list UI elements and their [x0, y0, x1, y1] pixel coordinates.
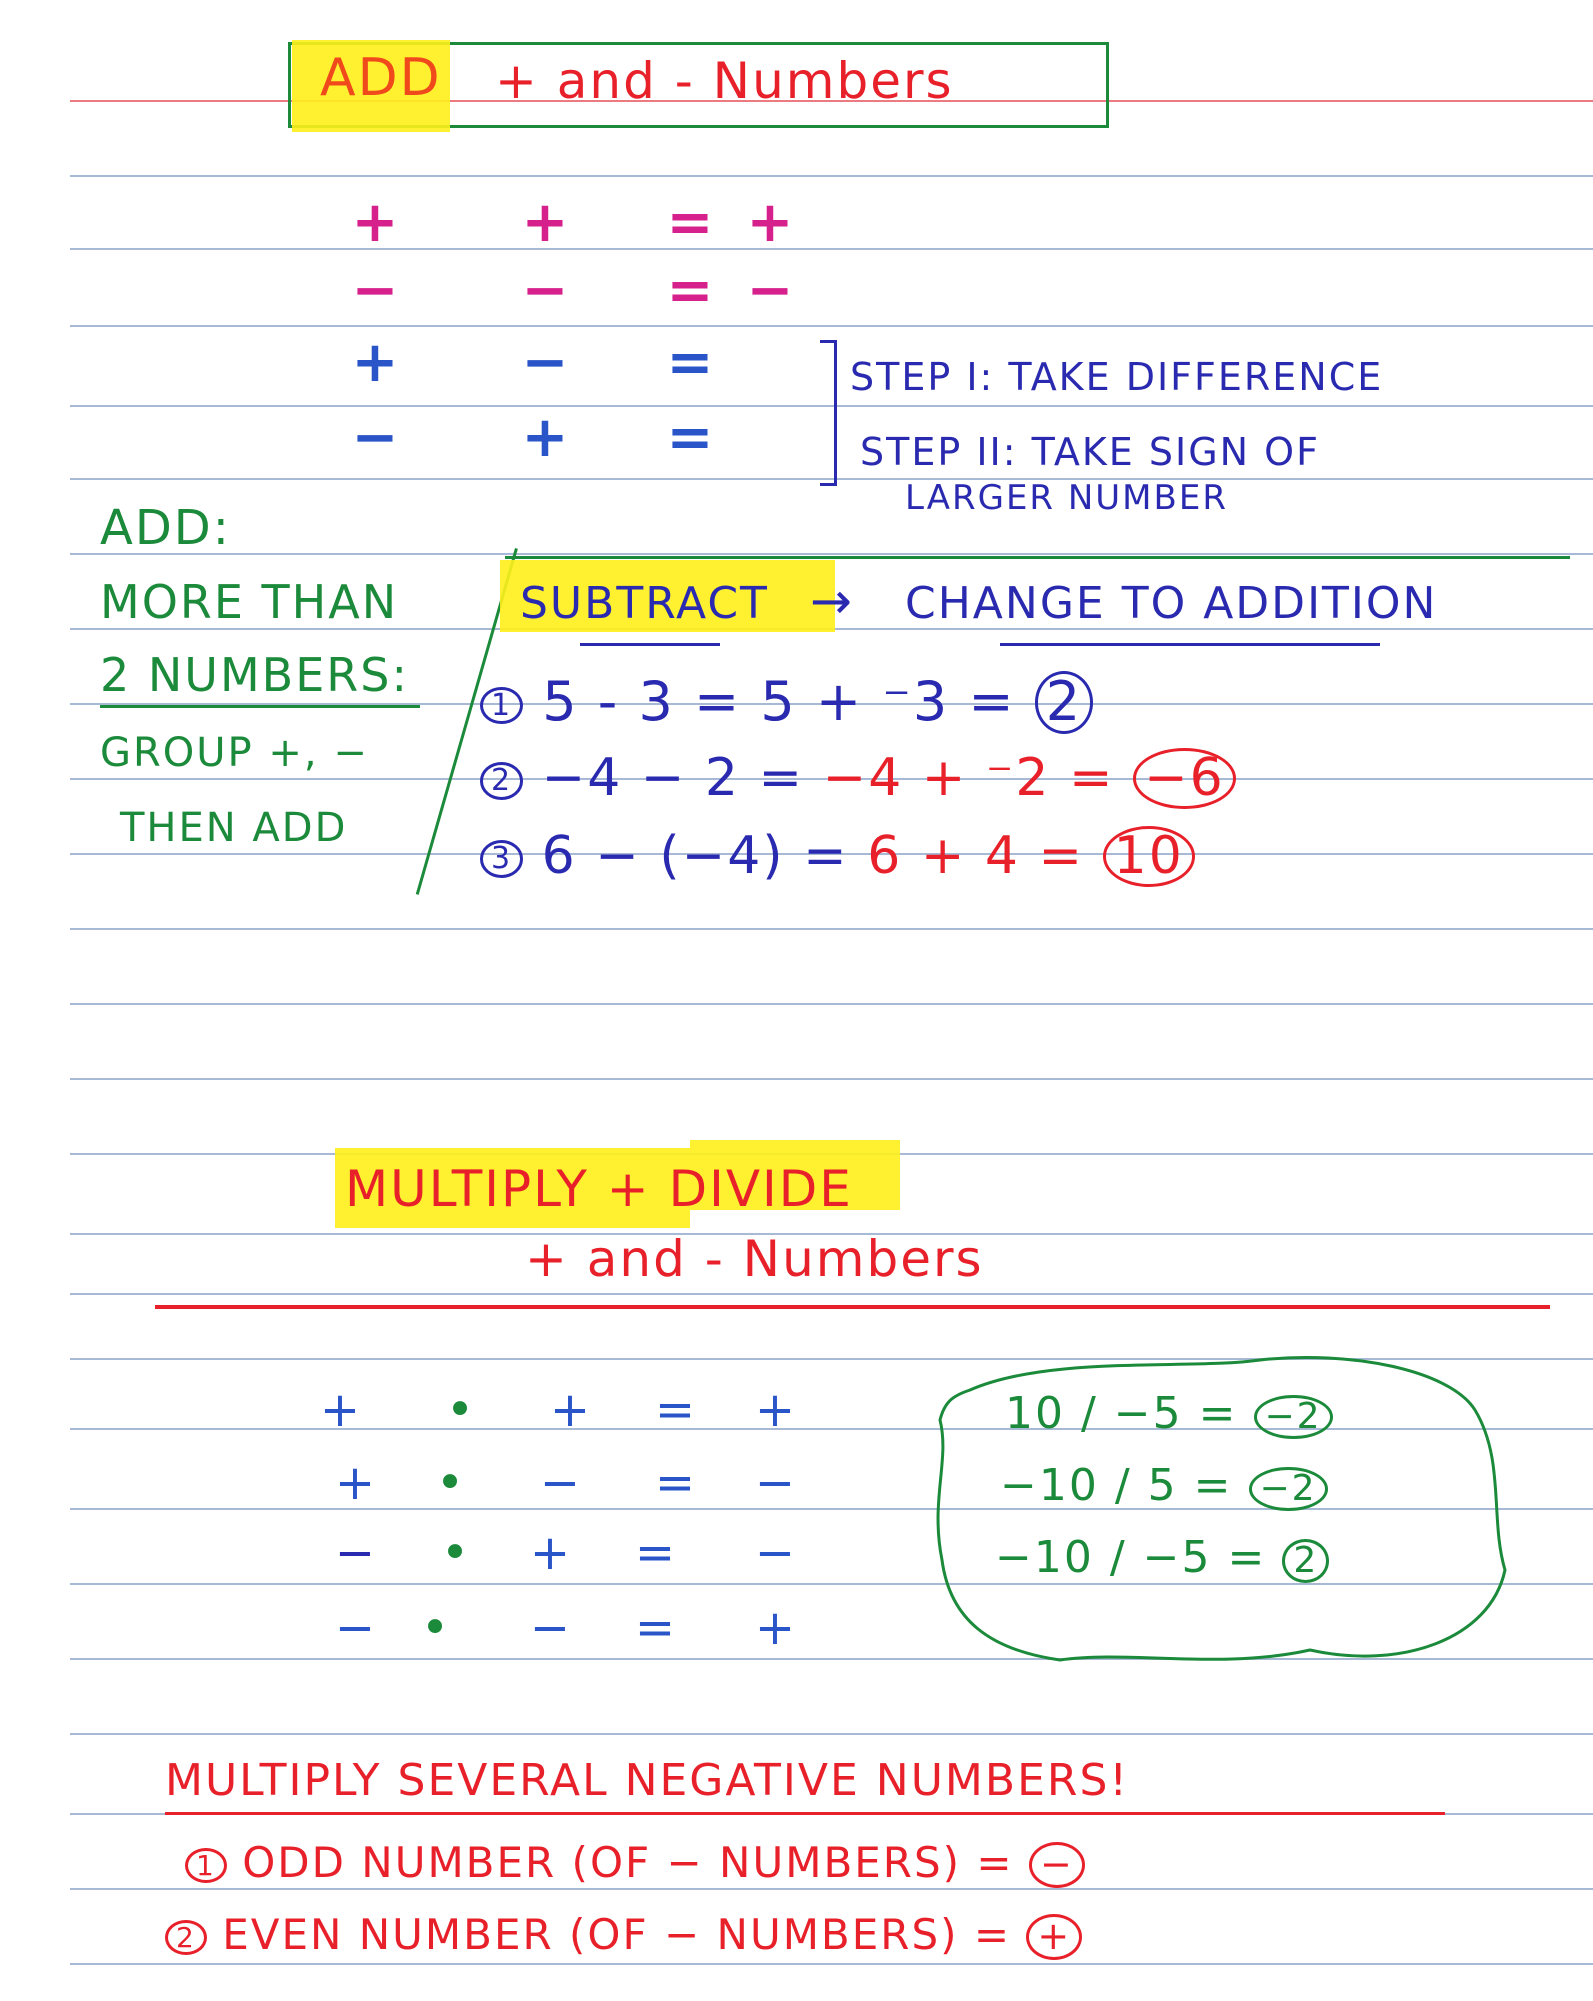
m-rule2-eq: = [654, 1455, 696, 1511]
rule1-eq: = [666, 190, 714, 255]
division-example-1 [1005, 1388, 1333, 1439]
m-rule3-eq: = [634, 1525, 676, 1581]
multiply-several-underline [165, 1812, 1445, 1815]
m-rule3-a: − [334, 1525, 376, 1581]
title-rest: + and - Numbers [495, 52, 954, 110]
m-rule2-r: − [754, 1455, 796, 1511]
m-rule4-dot: • [420, 1600, 450, 1656]
m-rule4-b: − [529, 1600, 571, 1656]
even-rule-number: 2 [165, 1920, 207, 1955]
even-rule-text: EVEN NUMBER (OF − NUMBERS) = [222, 1910, 1012, 1959]
m-rule4-a: − [334, 1600, 376, 1656]
example-3-answer: 10 [1103, 826, 1195, 887]
division-example-2-answer: −2 [1249, 1467, 1328, 1511]
add-line-5: THEN ADD [120, 805, 348, 851]
example-1-rhs: 5 + ⁻3 = [760, 670, 1016, 733]
odd-rule-answer: − [1029, 1842, 1085, 1888]
m-rule3-r: − [754, 1525, 796, 1581]
m-rule4-eq: = [634, 1600, 676, 1656]
division-example-1-expr: 10 / −5 = [1005, 1388, 1238, 1439]
example-2-answer: −6 [1133, 748, 1236, 809]
step-2-continued: LARGER NUMBER [905, 478, 1228, 518]
m-rule2-dot: • [435, 1455, 465, 1511]
odd-rule-text: ODD NUMBER (OF − NUMBERS) = [242, 1838, 1014, 1887]
rule4-a: − [351, 405, 399, 470]
steps-bracket [820, 340, 837, 486]
example-3-rhs: 6 + 4 = [867, 826, 1085, 886]
multiply-several-title: MULTIPLY SEVERAL NEGATIVE NUMBERS! [165, 1755, 1130, 1806]
division-example-3-expr: −10 / −5 = [995, 1532, 1267, 1583]
rule4-b: + [521, 405, 569, 470]
step-1: STEP I: TAKE DIFFERENCE [850, 355, 1384, 399]
example-1-lhs: 5 - 3 = [542, 670, 742, 733]
example-3-lhs: 6 − (−4) = [541, 826, 849, 886]
division-example-2-expr: −10 / 5 = [1000, 1460, 1233, 1511]
rule1-r: + [746, 190, 794, 255]
section2-title-2: + and - Numbers [525, 1230, 984, 1288]
example-3 [480, 826, 1195, 887]
example-1 [480, 670, 1093, 734]
rule2-b: − [521, 258, 569, 323]
subtract-underline [580, 643, 720, 646]
rule2-eq: = [666, 258, 714, 323]
subtract-arrow: → [810, 572, 854, 630]
division-example-2 [1000, 1460, 1328, 1511]
m-rule1-dot: • [445, 1382, 475, 1438]
rule1-a: + [351, 190, 399, 255]
example-2-rhs: −4 + ⁻2 = [822, 748, 1115, 808]
m-rule1-a: + [319, 1382, 361, 1438]
green-divider [505, 556, 1570, 559]
add-underline [100, 705, 420, 708]
m-rule2-a: + [334, 1455, 376, 1511]
change-underline [1000, 643, 1380, 646]
example-3-number: 3 [480, 840, 523, 878]
odd-rule [185, 1838, 1085, 1888]
even-rule-answer: + [1026, 1914, 1082, 1960]
add-label: ADD: [100, 500, 231, 556]
rule3-b: − [521, 330, 569, 395]
division-example-3 [995, 1532, 1329, 1583]
rule3-eq: = [666, 330, 714, 395]
m-rule1-b: + [549, 1382, 591, 1438]
add-line-2: MORE THAN [100, 575, 399, 629]
rule1-b: + [521, 190, 569, 255]
m-rule3-b: + [529, 1525, 571, 1581]
rule2-a: − [351, 258, 399, 323]
example-2-number: 2 [480, 762, 523, 800]
step-2: STEP II: TAKE SIGN OF [860, 430, 1320, 474]
rule3-a: + [351, 330, 399, 395]
subtract-label: SUBTRACT [520, 578, 769, 629]
rule2-r: − [746, 258, 794, 323]
example-1-answer: 2 [1035, 671, 1093, 734]
example-2-lhs: −4 − 2 = [541, 748, 805, 808]
title-add: ADD [320, 48, 442, 108]
section2-title-1: MULTIPLY + DIVIDE [345, 1160, 853, 1218]
change-to-addition: CHANGE TO ADDITION [905, 578, 1438, 629]
section2-red-line [155, 1305, 1550, 1309]
division-example-3-answer: 2 [1282, 1539, 1329, 1583]
rule4-eq: = [666, 405, 714, 470]
add-line-4: GROUP +, − [100, 730, 369, 776]
example-2 [480, 748, 1236, 809]
example-1-number: 1 [480, 687, 523, 725]
m-rule3-dot: • [440, 1525, 470, 1581]
add-line-3: 2 NUMBERS: [100, 648, 409, 702]
odd-rule-number: 1 [185, 1848, 227, 1883]
division-example-1-answer: −2 [1254, 1395, 1333, 1439]
m-rule1-r: + [754, 1382, 796, 1438]
m-rule2-b: − [539, 1455, 581, 1511]
m-rule1-eq: = [654, 1382, 696, 1438]
m-rule4-r: + [754, 1600, 796, 1656]
even-rule [165, 1910, 1082, 1960]
